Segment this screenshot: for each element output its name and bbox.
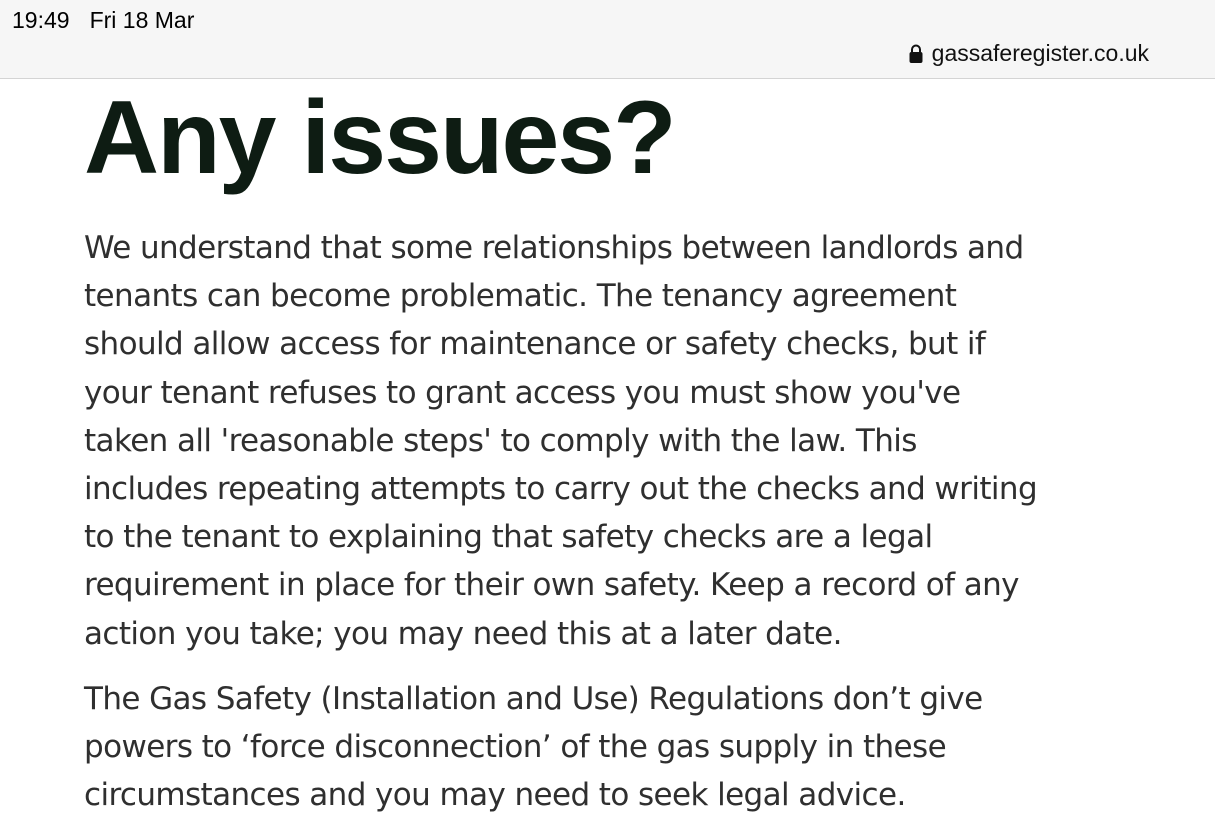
lock-icon <box>908 44 924 64</box>
paragraph-line: requirement in place for their own safety. Keep a record of any <box>84 567 1019 604</box>
paragraph-line: action you take; you may need this at a later date. <box>84 615 842 652</box>
status-clock <box>12 7 194 34</box>
paragraph-line: should allow access for maintenance or safety checks, but if <box>84 326 986 363</box>
url-text[interactable]: gassaferegister.co.uk <box>931 40 1149 66</box>
page-title: Any issues? <box>84 80 675 196</box>
status-time: 19:49 <box>12 7 70 33</box>
address-bar[interactable] <box>908 40 1149 67</box>
paragraph-line: taken all 'reasonable steps' to comply with the law. This <box>84 422 917 459</box>
status-date: Fri 18 Mar <box>89 7 195 33</box>
paragraph-line: circumstances and you may need to seek legal advice. <box>84 777 906 814</box>
paragraph-line: The Gas Safety (Installation and Use) Regulations don’t give <box>84 680 983 717</box>
paragraph-line: your tenant refuses to grant access you must show you've <box>84 374 961 411</box>
status-bar <box>0 0 1215 79</box>
paragraph-line: includes repeating attempts to carry out the checks and writing <box>84 471 1038 508</box>
paragraph-access-issues <box>84 224 1154 658</box>
paragraph-line: powers to ‘force disconnection’ of the gas supply in these <box>84 729 947 766</box>
paragraph-line: We understand that some relationships between landlords and <box>84 230 1024 266</box>
paragraph-line: to the tenant to explaining that safety checks are a legal <box>84 519 933 556</box>
article <box>84 80 1164 819</box>
paragraph-line: tenants can become problematic. The tenancy agreement <box>84 278 957 315</box>
paragraph-regulations <box>84 675 1154 820</box>
